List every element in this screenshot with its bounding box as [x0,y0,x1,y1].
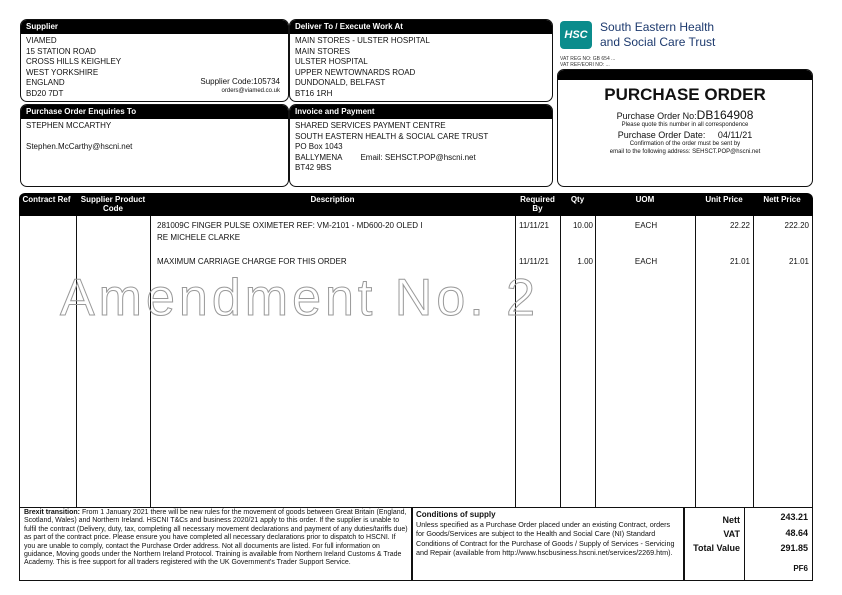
row-nett-price: 21.01 [788,257,809,266]
deliver-box [289,19,553,102]
enquiries-email: Stephen.McCarthy@hscni.net [26,141,133,151]
col-uom: UOM [635,195,655,204]
invoice-line: SHARED SERVICES PAYMENT CENTRE [295,121,446,130]
deliver-header: Deliver To / Execute Work At [290,20,552,34]
enquiries-header: Purchase Order Enquiries To [21,105,288,119]
supplier-code: Supplier Code:105734 [200,77,280,86]
row-qty: 1.00 [577,257,593,266]
total-label: Total Value [693,543,740,553]
invoice-line: BT42 9BS [295,163,332,172]
row-required-by: 11/11/21 [519,257,549,266]
deliver-line: MAIN STORES [295,46,350,56]
brexit-heading: Brexit transition: [24,509,81,516]
row-uom: EACH [634,221,658,230]
trust-name: South Eastern Health and Social Care Trust [600,20,716,49]
invoice-email: Email: SEHSCT.POP@hscni.net [360,152,476,162]
supplier-line: WEST YORKSHIRE [26,67,99,77]
brexit-notice [19,507,413,581]
row-unit-price: 22.22 [729,221,750,230]
deliver-line: MAIN STORES - ULSTER HOSPITAL [295,36,430,45]
invoice-line: SOUTH EASTERN HEALTH & SOCIAL CARE TRUST [295,131,489,141]
row-unit-price: 21.01 [729,257,750,266]
email-note: Confirmation of the order must be sent by email to the following address: SEHSCT.POP@hscni.net [609,141,761,155]
invoice-town: BALLYMENA [295,152,343,162]
row-description-2: RE MICHELE CLARKE [157,233,241,242]
supplier-line: 15 STATION ROAD [26,46,96,56]
amendment-watermark: Amendment No. 2 [60,269,540,327]
row-description: MAXIMUM CARRIAGE CHARGE FOR THIS ORDER [157,257,347,266]
col-qty: Qty [570,195,585,204]
invoice-line: PO Box 1043 [295,142,343,151]
supplier-email: orders@viamed.co.uk [221,88,280,94]
supplier-line: ENGLAND [26,78,65,87]
total-value: 291.85 [780,543,808,553]
row-required-by: 11/11/21 [519,221,549,230]
order-lines-table [19,216,813,508]
supplier-line: VIAMED [26,36,57,45]
invoice-line [295,153,547,164]
row-qty: 10.00 [572,221,593,230]
conditions-of-supply [411,507,685,581]
deliver-line: ULSTER HOSPITAL [295,57,368,66]
po-date: 04/11/21 [717,130,753,140]
col-supplier-code: Supplier Product Code [80,195,146,213]
po-number-label: Purchase Order No: [616,111,697,121]
supplier-line: BD20 7DT [26,88,64,98]
row-uom: EACH [634,257,658,266]
hsc-logo-icon: HSC [560,21,592,49]
purchase-order-box [557,69,813,187]
col-description: Description [310,195,355,204]
col-nett-price: Nett Price [763,195,801,204]
deliver-line: DUNDONALD, BELFAST [295,78,386,87]
deliver-line: UPPER NEWTOWNARDS ROAD [295,67,416,77]
conditions-text: Unless specified as a Purchase Order placed under an existing Contract, orders for Goods/Services are subject to the Health and Social Care (NI) Standard Conditions of Contract for the Purchase of Goods / Supply of Services - Servicing and Repair (available from http://www.hscbusiness.hscni.net/services/2269.htm). [416,519,675,558]
brexit-text: From 1 January 2021 there will be new rules for the movement of goods between Great Britain (England, Scotland, Wales) and Northern Ireland. HSCNI T&Cs and business 2020/21 apply to this order. If the supplier is unable to fulfil the contract (Delivery, duty, tax, completing all necessary movement declarations and payment of any duties/tariffs due) as part of the contract price. Please ensure you have completed all necessary declarations prior to dispatch to HSCNI. If you are unable to comply, contact the Purchase Order address. Not all documents are listed. For full information on guidance, Moving goods under the Northern Ireland Protocol. Training is available from Northern Ireland Customs & Trade Academy. This is free support for all traders registered with the UK Government's Trader Support Service. [24,509,408,567]
col-required-by: Required By [520,195,555,213]
row-description: 281009C FINGER PULSE OXIMETER REF: VM-2101 - MD600-20 OLED I [157,221,423,230]
vat-label: VAT [723,529,740,539]
supplier-line: CROSS HILLS KEIGHLEY [26,57,122,66]
invoice-box [289,104,553,187]
row-nett-price: 222.20 [784,221,809,230]
enquiries-box [20,104,289,187]
supplier-header: Supplier [21,20,288,34]
supplier-box [20,19,289,102]
col-unit-price: Unit Price [705,195,743,204]
deliver-line: BT16 1RH [295,88,333,98]
totals-box [683,507,813,581]
quote-note: Please quote this number in all correspondence [621,122,749,128]
page-code: PF6 [793,564,808,573]
deliver-address [290,34,552,101]
col-contract-ref: Contract Ref [22,195,71,204]
po-number: DB164908 [696,108,754,122]
vat-value: 48.64 [785,528,808,538]
enquiries-name: STEPHEN MCCARTHY [26,121,112,130]
po-date-label: Purchase Order Date: [617,130,706,140]
nett-value: 243.21 [780,512,808,522]
conditions-heading: Conditions of supply [416,510,496,519]
invoice-header: Invoice and Payment [290,105,552,119]
nett-label: Nett [722,515,740,525]
table-header [19,193,813,216]
vat-info: VAT REG NO: GB 654 ... VAT REF/EORI NO: ... [560,56,616,68]
po-title: PURCHASE ORDER [604,85,766,104]
